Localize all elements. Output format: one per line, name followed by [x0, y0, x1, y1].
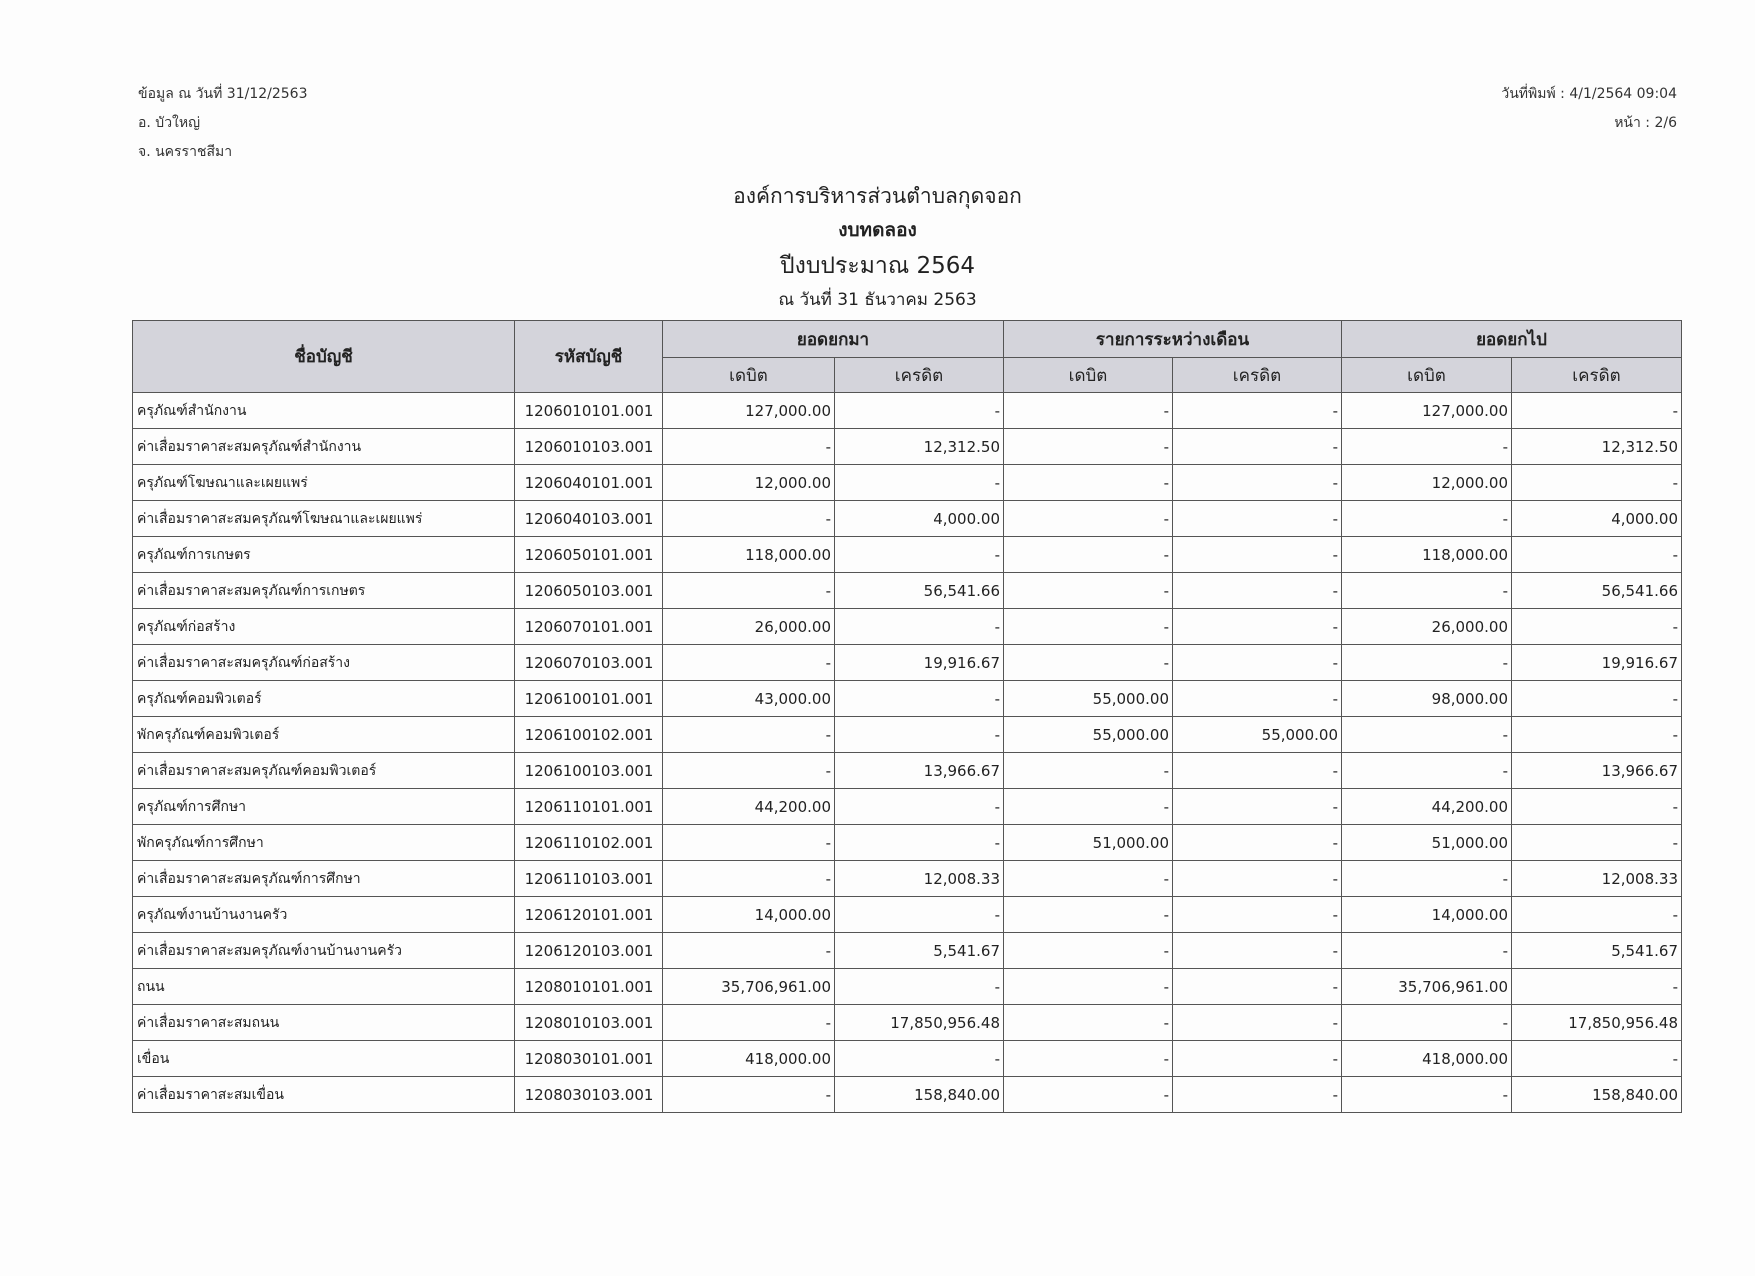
account-name-cell: ค่าเสื่อมราคาสะสมครุภัณฑ์คอมพิวเตอร์: [133, 753, 515, 789]
bf-credit-cell: -: [835, 897, 1004, 933]
bf-debit-cell: -: [663, 501, 835, 537]
account-name-cell: ค่าเสื่อมราคาสะสมครุภัณฑ์การศึกษา: [133, 861, 515, 897]
month-credit-cell: -: [1173, 429, 1342, 465]
account-code-cell: 1208010101.001: [515, 969, 663, 1005]
report-title-block: [0, 178, 1755, 314]
month-credit-cell: -: [1173, 969, 1342, 1005]
bf-credit-cell: -: [835, 537, 1004, 573]
cf-credit-cell: 12,312.50: [1512, 429, 1682, 465]
bf-debit-cell: -: [663, 825, 835, 861]
table-row: [133, 393, 1682, 429]
month-debit-cell: -: [1004, 789, 1173, 825]
cf-debit-cell: -: [1342, 573, 1512, 609]
bf-credit-cell: 17,850,956.48: [835, 1005, 1004, 1041]
table-row: [133, 789, 1682, 825]
account-name-cell: พักครุภัณฑ์คอมพิวเตอร์: [133, 717, 515, 753]
cf-debit-cell: 98,000.00: [1342, 681, 1512, 717]
month-credit-cell: -: [1173, 501, 1342, 537]
account-name-cell: ครุภัณฑ์สำนักงาน: [133, 393, 515, 429]
table-row: [133, 1005, 1682, 1041]
data-as-of-date: ข้อมูล ณ วันที่ 31/12/2563: [138, 86, 308, 102]
cf-credit-cell: 56,541.66: [1512, 573, 1682, 609]
account-code-cell: 1206120101.001: [515, 897, 663, 933]
header-month-debit: เดบิต: [1004, 358, 1173, 393]
bf-credit-cell: -: [835, 681, 1004, 717]
table-header-row: [133, 321, 1682, 358]
organization-name: องค์การบริหารส่วนตำบลกุดจอก: [733, 184, 1022, 208]
bf-debit-cell: 12,000.00: [663, 465, 835, 501]
account-code-cell: 1206050103.001: [515, 573, 663, 609]
account-name-cell: ค่าเสื่อมราคาสะสมครุภัณฑ์ก่อสร้าง: [133, 645, 515, 681]
province-label: จ. นครราชสีมา: [138, 144, 233, 160]
cf-credit-cell: -: [1512, 789, 1682, 825]
month-credit-cell: -: [1173, 1041, 1342, 1077]
month-credit-cell: -: [1173, 933, 1342, 969]
table-body: [133, 393, 1682, 1113]
month-debit-cell: -: [1004, 465, 1173, 501]
cf-debit-cell: -: [1342, 717, 1512, 753]
cf-debit-cell: 118,000.00: [1342, 537, 1512, 573]
month-debit-cell: -: [1004, 537, 1173, 573]
header-during-month: รายการระหว่างเดือน: [1004, 321, 1342, 358]
account-code-cell: 1206120103.001: [515, 933, 663, 969]
table-row: [133, 537, 1682, 573]
table-row: [133, 573, 1682, 609]
month-credit-cell: -: [1173, 897, 1342, 933]
table-row: [133, 501, 1682, 537]
account-name-cell: ค่าเสื่อมราคาสะสมเขื่อน: [133, 1077, 515, 1113]
month-credit-cell: -: [1173, 789, 1342, 825]
month-debit-cell: -: [1004, 429, 1173, 465]
month-debit-cell: -: [1004, 609, 1173, 645]
month-credit-cell: -: [1173, 645, 1342, 681]
bf-debit-cell: 35,706,961.00: [663, 969, 835, 1005]
account-code-cell: 1206050101.001: [515, 537, 663, 573]
cf-credit-cell: 17,850,956.48: [1512, 1005, 1682, 1041]
cf-credit-cell: -: [1512, 717, 1682, 753]
bf-credit-cell: 19,916.67: [835, 645, 1004, 681]
cf-credit-cell: 13,966.67: [1512, 753, 1682, 789]
bf-credit-cell: -: [835, 1041, 1004, 1077]
cf-credit-cell: -: [1512, 897, 1682, 933]
cf-credit-cell: 19,916.67: [1512, 645, 1682, 681]
bf-credit-cell: -: [835, 393, 1004, 429]
bf-credit-cell: 4,000.00: [835, 501, 1004, 537]
table-row: [133, 717, 1682, 753]
table-row: [133, 933, 1682, 969]
account-code-cell: 1206040103.001: [515, 501, 663, 537]
month-debit-cell: -: [1004, 1077, 1173, 1113]
account-code-cell: 1206040101.001: [515, 465, 663, 501]
bf-credit-cell: 13,966.67: [835, 753, 1004, 789]
bf-credit-cell: 12,008.33: [835, 861, 1004, 897]
bf-debit-cell: -: [663, 717, 835, 753]
month-credit-cell: -: [1173, 609, 1342, 645]
table-row: [133, 969, 1682, 1005]
month-debit-cell: 55,000.00: [1004, 717, 1173, 753]
cf-debit-cell: -: [1342, 753, 1512, 789]
account-name-cell: ครุภัณฑ์คอมพิวเตอร์: [133, 681, 515, 717]
account-name-cell: ค่าเสื่อมราคาสะสมถนน: [133, 1005, 515, 1041]
cf-credit-cell: -: [1512, 681, 1682, 717]
account-name-cell: ครุภัณฑ์งานบ้านงานครัว: [133, 897, 515, 933]
cf-credit-cell: -: [1512, 393, 1682, 429]
header-month-credit: เครดิต: [1173, 358, 1342, 393]
table-row: [133, 1077, 1682, 1113]
month-credit-cell: -: [1173, 573, 1342, 609]
table-row: [133, 609, 1682, 645]
month-debit-cell: -: [1004, 933, 1173, 969]
account-code-cell: 1206010101.001: [515, 393, 663, 429]
bf-debit-cell: 118,000.00: [663, 537, 835, 573]
header-account-code: รหัสบัญชี: [515, 321, 663, 393]
month-credit-cell: -: [1173, 393, 1342, 429]
cf-debit-cell: 127,000.00: [1342, 393, 1512, 429]
header-brought-forward: ยอดยกมา: [663, 321, 1004, 358]
bf-debit-cell: -: [663, 645, 835, 681]
account-name-cell: เขื่อน: [133, 1041, 515, 1077]
header-cf-credit: เครดิต: [1512, 358, 1682, 393]
account-code-cell: 1206070101.001: [515, 609, 663, 645]
account-name-cell: ครุภัณฑ์ก่อสร้าง: [133, 609, 515, 645]
table-row: [133, 645, 1682, 681]
cf-debit-cell: 44,200.00: [1342, 789, 1512, 825]
bf-debit-cell: -: [663, 753, 835, 789]
month-debit-cell: -: [1004, 897, 1173, 933]
bf-debit-cell: 26,000.00: [663, 609, 835, 645]
cf-credit-cell: -: [1512, 969, 1682, 1005]
account-name-cell: ค่าเสื่อมราคาสะสมครุภัณฑ์งานบ้านงานครัว: [133, 933, 515, 969]
header-cf-debit: เดบิต: [1342, 358, 1512, 393]
cf-debit-cell: -: [1342, 1077, 1512, 1113]
print-date: วันที่พิมพ์ : 4/1/2564 09:04: [1501, 86, 1677, 102]
bf-debit-cell: -: [663, 1077, 835, 1113]
cf-debit-cell: -: [1342, 501, 1512, 537]
account-code-cell: 1206110103.001: [515, 861, 663, 897]
cf-credit-cell: 12,008.33: [1512, 861, 1682, 897]
as-of-date: ณ วันที่ 31 ธันวาคม 2563: [778, 290, 977, 310]
month-debit-cell: -: [1004, 969, 1173, 1005]
cf-debit-cell: 35,706,961.00: [1342, 969, 1512, 1005]
cf-debit-cell: -: [1342, 429, 1512, 465]
bf-debit-cell: 418,000.00: [663, 1041, 835, 1077]
account-code-cell: 1206110101.001: [515, 789, 663, 825]
month-debit-cell: -: [1004, 393, 1173, 429]
table-row: [133, 681, 1682, 717]
fiscal-year: ปีงบประมาณ 2564: [780, 253, 975, 279]
account-name-cell: ค่าเสื่อมราคาสะสมครุภัณฑ์สำนักงาน: [133, 429, 515, 465]
cf-credit-cell: -: [1512, 825, 1682, 861]
account-code-cell: 1208010103.001: [515, 1005, 663, 1041]
account-code-cell: 1208030103.001: [515, 1077, 663, 1113]
report-title: งบทดลอง: [838, 219, 917, 241]
district-label: อ. บัวใหญ่: [138, 115, 201, 131]
cf-credit-cell: -: [1512, 1041, 1682, 1077]
bf-debit-cell: -: [663, 1005, 835, 1041]
month-debit-cell: 51,000.00: [1004, 825, 1173, 861]
cf-debit-cell: 51,000.00: [1342, 825, 1512, 861]
account-name-cell: ครุภัณฑ์การศึกษา: [133, 789, 515, 825]
account-name-cell: ครุภัณฑ์โฆษณาและเผยแพร่: [133, 465, 515, 501]
month-credit-cell: -: [1173, 753, 1342, 789]
bf-credit-cell: 56,541.66: [835, 573, 1004, 609]
month-credit-cell: -: [1173, 465, 1342, 501]
bf-credit-cell: 158,840.00: [835, 1077, 1004, 1113]
account-name-cell: ถนน: [133, 969, 515, 1005]
bf-credit-cell: -: [835, 969, 1004, 1005]
cf-credit-cell: 4,000.00: [1512, 501, 1682, 537]
bf-credit-cell: -: [835, 717, 1004, 753]
report-meta-right: [1501, 80, 1677, 138]
account-code-cell: 1208030101.001: [515, 1041, 663, 1077]
bf-debit-cell: -: [663, 429, 835, 465]
bf-credit-cell: -: [835, 465, 1004, 501]
cf-credit-cell: -: [1512, 465, 1682, 501]
table-row: [133, 753, 1682, 789]
cf-credit-cell: 158,840.00: [1512, 1077, 1682, 1113]
account-code-cell: 1206100103.001: [515, 753, 663, 789]
cf-credit-cell: -: [1512, 609, 1682, 645]
month-credit-cell: -: [1173, 825, 1342, 861]
account-name-cell: ครุภัณฑ์การเกษตร: [133, 537, 515, 573]
month-credit-cell: -: [1173, 681, 1342, 717]
bf-credit-cell: -: [835, 825, 1004, 861]
month-debit-cell: -: [1004, 645, 1173, 681]
bf-debit-cell: 44,200.00: [663, 789, 835, 825]
bf-credit-cell: 12,312.50: [835, 429, 1004, 465]
cf-debit-cell: -: [1342, 645, 1512, 681]
month-credit-cell: -: [1173, 1077, 1342, 1113]
table-row: [133, 897, 1682, 933]
table-row: [133, 861, 1682, 897]
page-number: หน้า : 2/6: [1614, 115, 1677, 131]
header-bf-credit: เครดิต: [835, 358, 1004, 393]
table-row: [133, 1041, 1682, 1077]
month-credit-cell: -: [1173, 537, 1342, 573]
account-code-cell: 1206010103.001: [515, 429, 663, 465]
cf-debit-cell: 12,000.00: [1342, 465, 1512, 501]
cf-debit-cell: -: [1342, 1005, 1512, 1041]
bf-debit-cell: 43,000.00: [663, 681, 835, 717]
bf-debit-cell: 127,000.00: [663, 393, 835, 429]
month-credit-cell: 55,000.00: [1173, 717, 1342, 753]
bf-debit-cell: -: [663, 573, 835, 609]
bf-credit-cell: -: [835, 609, 1004, 645]
month-credit-cell: -: [1173, 861, 1342, 897]
month-debit-cell: -: [1004, 501, 1173, 537]
bf-debit-cell: 14,000.00: [663, 897, 835, 933]
month-debit-cell: -: [1004, 1041, 1173, 1077]
month-debit-cell: -: [1004, 1005, 1173, 1041]
account-code-cell: 1206070103.001: [515, 645, 663, 681]
cf-credit-cell: 5,541.67: [1512, 933, 1682, 969]
bf-credit-cell: 5,541.67: [835, 933, 1004, 969]
cf-debit-cell: 26,000.00: [1342, 609, 1512, 645]
table-row: [133, 429, 1682, 465]
bf-credit-cell: -: [835, 789, 1004, 825]
report-meta-left: [138, 80, 307, 167]
month-debit-cell: -: [1004, 573, 1173, 609]
month-debit-cell: 55,000.00: [1004, 681, 1173, 717]
bf-debit-cell: -: [663, 861, 835, 897]
header-account-name: ชื่อบัญชี: [133, 321, 515, 393]
month-debit-cell: -: [1004, 861, 1173, 897]
month-credit-cell: -: [1173, 1005, 1342, 1041]
account-code-cell: 1206100102.001: [515, 717, 663, 753]
cf-debit-cell: -: [1342, 861, 1512, 897]
cf-credit-cell: -: [1512, 537, 1682, 573]
account-code-cell: 1206100101.001: [515, 681, 663, 717]
bf-debit-cell: -: [663, 933, 835, 969]
header-bf-debit: เดบิต: [663, 358, 835, 393]
table-row: [133, 825, 1682, 861]
account-name-cell: ค่าเสื่อมราคาสะสมครุภัณฑ์การเกษตร: [133, 573, 515, 609]
cf-debit-cell: 14,000.00: [1342, 897, 1512, 933]
header-carried-forward: ยอดยกไป: [1342, 321, 1682, 358]
table-row: [133, 465, 1682, 501]
cf-debit-cell: 418,000.00: [1342, 1041, 1512, 1077]
trial-balance-table: [132, 320, 1682, 1113]
account-name-cell: ค่าเสื่อมราคาสะสมครุภัณฑ์โฆษณาและเผยแพร่: [133, 501, 515, 537]
cf-debit-cell: -: [1342, 933, 1512, 969]
account-code-cell: 1206110102.001: [515, 825, 663, 861]
month-debit-cell: -: [1004, 753, 1173, 789]
account-name-cell: พักครุภัณฑ์การศึกษา: [133, 825, 515, 861]
